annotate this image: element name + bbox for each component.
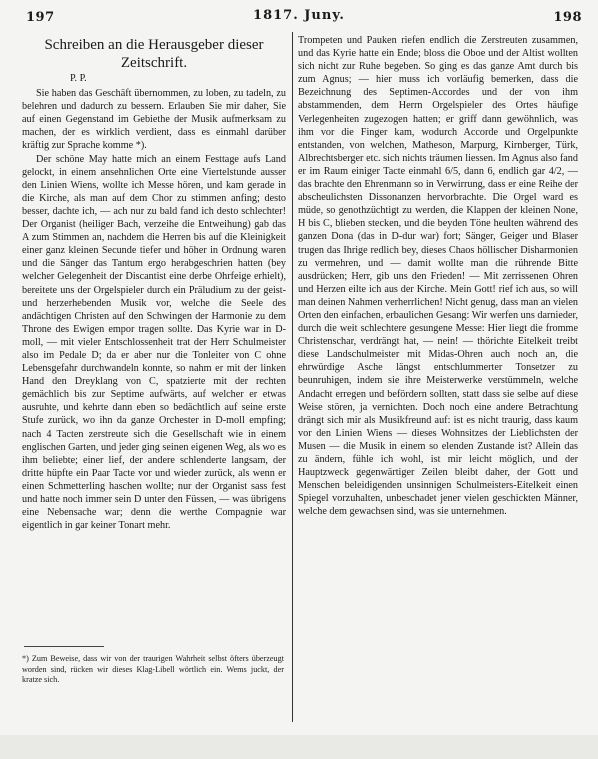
right-column [298, 34, 578, 518]
article-title: Schreiben an die Herausgeber dieser Zeitschrift. [44, 37, 264, 71]
footnote: *) Zum Beweise, dass wir von der traurigen Wahrheit selbst öfters überzeugt worden sind, rücken wir dieses Klag-Libell wörtlich ein. Wems juckt, der kratze sich. [22, 654, 284, 684]
left-column [22, 36, 286, 532]
footnote-rule [24, 646, 104, 647]
page-number-left: 197 [26, 10, 55, 25]
page-bottom-margin [0, 735, 598, 759]
column-divider [292, 32, 293, 722]
page-number-right: 198 [553, 10, 582, 25]
paragraph-intro: Sie haben das Geschäft übernommen, zu loben, zu tadeln, zu belehren und dadurch zu bessern. Erlauben Sie mir daher, Sie auf einen Gegenstand im Gebiethe der Musik aufmerksam zu machen, der es wirklich verdient, dass es einmahl darüber kräftig zur Sprache komme *). [22, 88, 286, 152]
paragraph-may: Der schöne May hatte mich an einem Festtage aufs Land gelockt, in einem ansehnlichen Orte eine Viertelstunde ausser den Linien Wiens, wollte ich Messe hören, und kam gerade in die Kirche, als man auf dem Chor zu stimmen anfing; desto besser, dachte ich, — ach nur zu bald fand ich desto schlechter! Der Organist (heiliger Bach, verzeihe die Entweihung) gab das A zum Stimmen an, nachdem die Herren bis auf die Kleinigkeit einer ganz kleinen Secunde tiefer und höher in Ordnung waren und die Sänger das Tantum ergo herabgeschrien hatten (bey welcher Gelegenheit der Discantist eine derbe Ohrfeige erhielt), bereitete uns der Orgelspieler durch ein Präludium zu der geist- und herzerhebenden Musik vor, welche die Seele des andächtigen Christen auf den Schwingen der Harmonie zu dem Throne des Ewigen empor tragen sollte. Das Kyrie war in D-moll, — mit vieler Entschlossenheit trat der Herr Schulmeister also im Pedale D; da er aber nur die Tonleiter von C ohne Lebensgefahr durchwandeln konnte, so nahm er mit der linken Hand den Dreyklang von C, spatzierte mit der rechten gemächlich bis zur Septime aufwärts, auf welcher er etwas ausruhte, und kehrte dann eben so bedächtlich auf seine erste Stufe zurück, wo ihn da ganze Orchester in D-moll empfing; nach 4 Tacten zerstreute sich die Gesellschaft wie in einem englischen Garten, und jeder ging seinen eigenen Weg, als wo es ihm beliebte; einer lief, der andere schlenderte langsam, der dritte hüpfte ein Paar Tacte vor und wieder zurück, als wenn er einen Schmetterling haschen wollte; nur der Organist sass fest und hatte noch immer sein D unter den Füssen, — was übrigens eine Nebensache war; denn die werthe Compagnie war eigentlich in gar keiner Tonart mehr. [22, 153, 286, 532]
salutation: P. P. [70, 73, 87, 84]
paragraph-continuation: Trompeten und Pauken riefen endlich die Zerstreuten zusammen, und das Kyrie hatte ein Ende; bloss die Oboe und der Altist wollten sich nicht zur Ruhe begeben. So ging es das ganze Amt durch bis zum Agnus; — hier muss ich vorläufig bemerken, dass die Bezeichnung des Septimen-Accordes und der von ihm abstammenden, dem Herrn Orgelspieler des Ortes häufige Verlegenheiten zugezogen hatten; er griff dann gewöhnlich, was ihm vor die Finger kam, wodurch Accorde und Orgelpunkte entstanden, von welchen, Matheson, Marpurg, Kirnberger, Türk, Albrechtsberger etc. sich nichts träumen liessen. Im Agnus also fand er im Raum einiger Tacte einmahl 6/5, dann 6, endlich gar 4/2, — das brachte den Ehrenmann so in Verwirrung, dass er eine Reihe der abscheulichsten Dissonanzen hervorbrachte. Die Orgel ward es müde, so genothzüchtigt zu werden, die Klappen der kleinen None, H bis C, blieben stecken, und die beyden Töne heulten während des ganzen Dona (das in D-dur war) fort; Sänger, Geiger und Blaser trugen das Ihrige redlich bey, dieses Chaos höllischer Disharmonien zu vermehren, und — damit wollte man die rührende Bitte ausdrücken; Herr, gib uns den Frieden! — Mit zerrissenen Ohren und Herzen eilte ich aus der Kirche. Mein Gott! rief ich aus, so will man deinen Nahmen verherrlichen! Nicht genug, dass man an vielen Orten den einfachen, erbaulichen Gesang: Wir werfen uns darnieder, durch die weit schlechtere gesungene Messe: Hier liegt die fromme Christenschar, verdrängt hat, — nein! — thörichte Eitelkeit treibt diese Landschulmeister mit Midas-Ohren auch noch an, die ehrwürdige Asche längst entschlummerter Tonsetzer zu beunruhigen, indem sie ihre Meisterwerke verstümmeln, welche Andacht erregen und befördern sollten, statt dass sie selbe auf diese Weise stören, ja vernichten. Doch noch eine andere Betrachtung drängt sich mir als Musikfreund auf: ist es nicht traurig, dass kaum vor den Linien Wiens — dieses Wohnsitzes der Lieblichsten der Musen — die Musik in einem so elenden Zustande ist? Allein das zu ändern, fühle ich wohl, ist mir leicht möglich, und der Hauptzweck gegenwärtiger Zeilen bleibt daher, der Gott und Menschen beleidigenden unsinnigen Schulmeisters-Eitelkeit einen Spiegel vorzuhalten, unbeschadet jener vielen geschickten Männer, welche dem gewachsen sind, was sie unternehmen. [298, 35, 578, 518]
running-head: 1817. Juny. [253, 8, 345, 23]
